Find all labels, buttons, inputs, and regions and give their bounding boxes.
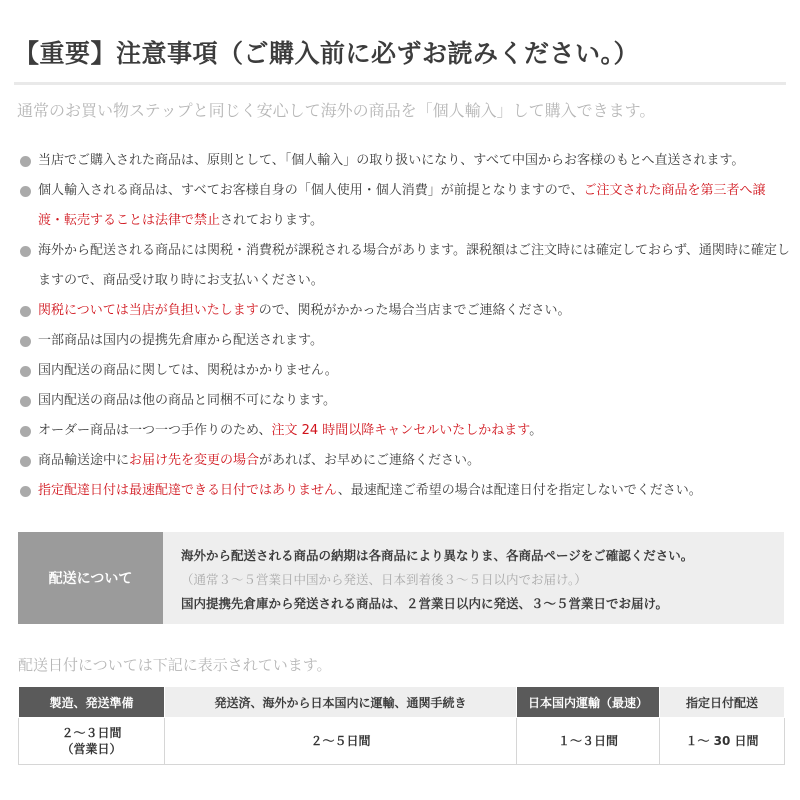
notice-text: オーダー商品は一つ一つ手作りのため、 bbox=[38, 423, 272, 438]
notice-item bbox=[20, 176, 790, 236]
table-cell: １～ 30 日間 bbox=[660, 718, 785, 765]
notice-warning-text: ご注文された商品を第三者へ譲渡・転売することは法律で禁止 bbox=[38, 183, 766, 228]
bullet-icon bbox=[20, 426, 31, 437]
shipping-label: 配送について bbox=[18, 532, 163, 624]
notice-item bbox=[20, 446, 790, 476]
shipping-info-box bbox=[18, 532, 784, 624]
shipping-line-domestic: 国内提携先倉庫から発送される商品は、２営業日以内に発送、３～５営業日でお届け。 bbox=[181, 596, 669, 611]
table-row bbox=[19, 718, 785, 765]
notice-text: 一部商品は国内の提携先倉庫から配送されます。 bbox=[38, 333, 323, 348]
cell-note: （営業日） bbox=[61, 742, 122, 756]
notice-item bbox=[20, 296, 790, 326]
bullet-icon bbox=[20, 156, 31, 167]
table-cell: １～３日間 bbox=[517, 718, 660, 765]
bullet-icon bbox=[20, 246, 31, 257]
shipping-details bbox=[163, 532, 693, 624]
table-cell bbox=[19, 718, 165, 765]
notice-item bbox=[20, 236, 790, 296]
bullet-icon bbox=[20, 366, 31, 377]
cell-days: ２～３日間 bbox=[61, 726, 122, 740]
notice-text: 当店でご購入された商品は、原則として、「個人輸入」の取り扱いになり、すべて中国からお客様のもとへ直送されます。 bbox=[38, 153, 745, 168]
table-cell: ２～５日間 bbox=[165, 718, 517, 765]
notice-text: されております。 bbox=[220, 213, 323, 228]
notice-item bbox=[20, 356, 790, 386]
notice-warning-text: 関税については当店が負担いたします bbox=[38, 303, 259, 318]
bullet-icon bbox=[20, 186, 31, 197]
notice-text: 海外から配送される商品には関税・消費税が課税される場合があります。課税額はご注文時には確定しておらず、通関時に確定しますので、商品受け取り時にお支払いください。 bbox=[38, 243, 790, 288]
notice-text: 商品輸送途中に bbox=[38, 453, 130, 468]
notice-warning-text: 注文 24 時間以降キャンセルいたしかねます bbox=[271, 423, 530, 438]
notice-item bbox=[20, 146, 790, 176]
table-header-row bbox=[19, 687, 785, 718]
notice-item bbox=[20, 386, 790, 416]
title-divider bbox=[14, 82, 786, 85]
shipping-line-overseas: 海外から配送される商品の納期は各商品により異なりま、各商品ページをご確認ください。 bbox=[181, 548, 694, 563]
column-header: 指定日付配送 bbox=[660, 687, 785, 718]
notice-text: 個人輸入される商品は、すべてお客様自身の「個人使用・個人消費」が前提となりますので、 bbox=[38, 183, 584, 198]
notice-text: 。 bbox=[529, 423, 543, 438]
schedule-heading: 配送日付については下記に表示されています。 bbox=[18, 656, 332, 674]
bullet-icon bbox=[20, 336, 31, 347]
bullet-icon bbox=[20, 486, 31, 497]
notice-warning-text: 指定配達日付は最速配達できる日付ではありません bbox=[38, 483, 338, 498]
notice-text: 国内配送の商品に関しては、関税はかかりません。 bbox=[38, 363, 338, 378]
bullet-icon bbox=[20, 396, 31, 407]
bullet-icon bbox=[20, 306, 31, 317]
intro-text: 通常のお買い物ステップと同じく安心して海外の商品を「個人輸入」して購入できます。 bbox=[17, 101, 656, 120]
shipping-line-normal-days: （通常３～５営業日中国から発送、日本到着後３～５日以内でお届け。） bbox=[181, 572, 587, 587]
notice-text: ので、関税がかかった場合当店までご連絡ください。 bbox=[258, 303, 571, 318]
notice-list bbox=[20, 146, 790, 506]
column-header: 発送済、海外から日本国内に運輸、通関手続き bbox=[165, 687, 517, 718]
notice-item bbox=[20, 326, 790, 356]
bullet-icon bbox=[20, 456, 31, 467]
delivery-schedule-table bbox=[18, 686, 785, 765]
notice-warning-text: お届け先を変更の場合 bbox=[129, 453, 260, 468]
notice-text: 国内配送の商品は他の商品と同梱不可になります。 bbox=[38, 393, 336, 408]
notice-text: 、最速配達ご希望の場合は配達日付を指定しないでください。 bbox=[337, 483, 702, 498]
page-title: 【重要】注意事項（ご購入前に必ずお読みください。） bbox=[14, 39, 640, 68]
column-header: 日本国内運輸（最速） bbox=[517, 687, 660, 718]
notice-item bbox=[20, 416, 790, 446]
notice-text: があれば、お早めにご連絡ください。 bbox=[259, 453, 481, 468]
column-header: 製造、発送準備 bbox=[19, 687, 165, 718]
notice-item bbox=[20, 476, 790, 506]
